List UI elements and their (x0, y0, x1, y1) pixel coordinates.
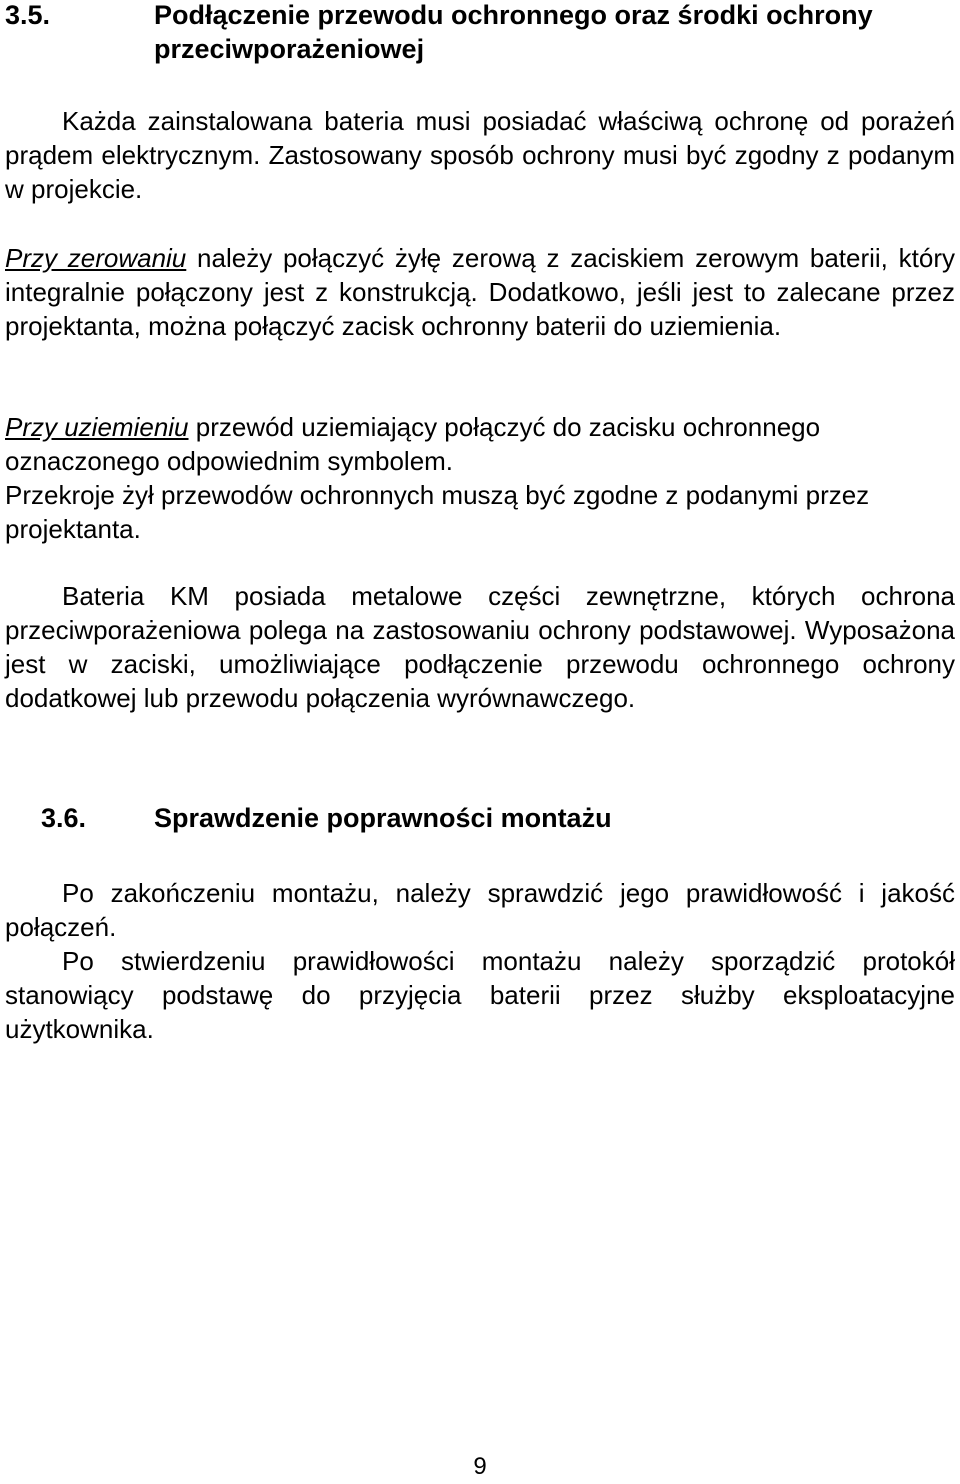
paragraph-po-zakonczeniu: Po zakończeniu montażu, należy sprawdzić jego prawidłowość i jakość połączeń. (5, 878, 955, 942)
paragraph-zerowanie (5, 241, 955, 343)
paragraph-text: należy połączyć żyłę zerową z zaciskiem zerowym baterii, który integralnie połączony jest z konstrukcją. Dodatkowo, jeśli jest to zalecane przez projektanta, można połączyć zacisk ochronny baterii do uziemienia. (5, 243, 956, 341)
paragraph-uziemienie (5, 410, 955, 478)
section-title: Podłączenie przewodu ochronnego oraz środki ochrony przeciwporażeniowej (154, 0, 873, 64)
section-number: 3.6. (41, 803, 87, 833)
page-number: 9 (473, 1453, 487, 1480)
section-number: 3.5. (5, 0, 51, 30)
paragraph-text: przewód uziemiający połączyć do zacisku ochronnego oznaczonego odpowiednim symbolem. (5, 412, 821, 476)
paragraph-bateria-km: Bateria KM posiada metalowe części zewnętrzne, których ochrona przeciwporażeniowa polega na zastosowaniu ochrony podstawowej. Wyposażona jest w zaciski, umożliwiające podłączenie przewodu ochronnego ochrony dodatkowej lub przewodu połączenia wyrównawczego. (5, 581, 955, 713)
section-heading-3-5 (5, 0, 955, 66)
term-zerowanie: Przy zerowaniu (5, 243, 187, 273)
paragraph-protection: Każda zainstalowana bateria musi posiadać właściwą ochronę od porażeń prądem elektrycznym. Zastosowany sposób ochrony musi być zgodny z podanym w projekcie. (5, 106, 955, 204)
term-uziemienie: Przy uziemieniu (5, 412, 189, 442)
section-title: Sprawdzenie poprawności montażu (154, 803, 612, 833)
paragraph-przekroje: Przekroje żył przewodów ochronnych muszą być zgodne z podanymi przez projektanta. (5, 480, 870, 544)
section-heading-3-6 (5, 801, 955, 835)
paragraph-po-stwierdzeniu: Po stwierdzeniu prawidłowości montażu należy sporządzić protokół stanowiący podstawę do przyjęcia baterii przez służby eksploatacyjne użytkownika. (5, 946, 955, 1044)
